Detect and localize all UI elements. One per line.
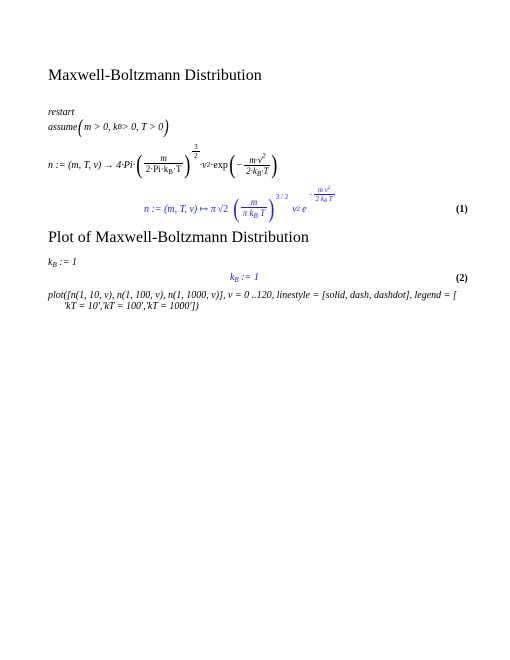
kb-assignment-input[interactable] — [48, 257, 77, 269]
exp-den-b: ·T — [261, 166, 269, 176]
exp-den-a: 2·k — [246, 166, 257, 176]
coeff-denominator — [144, 163, 184, 177]
output-coeff-den — [241, 207, 267, 221]
exponent-fraction — [192, 143, 200, 160]
output-den-a: π k — [242, 208, 254, 218]
exp-minus: − — [236, 159, 243, 171]
exp-num-text: m·v — [249, 155, 262, 165]
exp-num-sup: 2 — [261, 152, 266, 160]
output-lhs: n := (m, T, v) ↦ π — [144, 203, 216, 215]
coeff-den-a: 2·Pi·k — [145, 164, 169, 174]
assume-keyword: assume — [48, 121, 78, 133]
output-coeff-fraction — [241, 197, 267, 221]
output-exp-den — [314, 194, 335, 206]
exp-close-paren: ) — [271, 150, 278, 179]
exponent-denominator: 2 — [194, 151, 198, 160]
section-title-1: Maxwell-Boltzmann Distribution — [48, 67, 262, 84]
coeff-numerator: m — [160, 153, 167, 163]
definition-lhs: n := (m, T, v) → 4·Pi· — [48, 159, 136, 171]
exp-open-paren: ( — [229, 150, 236, 179]
assume-args-a: m > 0, k — [84, 121, 118, 133]
output-den-b: T — [257, 208, 266, 218]
exp-denominator — [244, 165, 270, 179]
exp-den-sub: B — [256, 170, 262, 178]
coeff-den-b: ·T — [172, 164, 182, 174]
plot-command-line-2: 'kT = 10','kT = 100','kT = 1000']) — [64, 301, 199, 312]
assume-sub: B — [117, 123, 122, 131]
output-coeff-num: m — [250, 197, 258, 207]
kb-output-sub: B — [234, 276, 239, 284]
coeff-den-sub: B — [168, 168, 173, 176]
close-paren-big: ) — [184, 150, 191, 179]
equation-label-2: (2) — [456, 273, 468, 284]
output-exp-fraction — [314, 185, 335, 206]
output-exp-den-a: 2 k — [315, 194, 324, 203]
plot-command-line-1: plot([n(1, 10, v), n(1, 100, v), n(1, 1000, v)], v = 0 ..120, linestyle = [solid, dash, dashdot], legend = [ — [48, 290, 457, 301]
section-title-2: Plot of Maxwell-Boltzmann Distribution — [48, 229, 309, 246]
output-exp-num-sup: 2 — [327, 185, 331, 191]
open-paren-big: ( — [136, 150, 143, 179]
v-term: ·v — [199, 159, 207, 171]
kb-assignment-output — [230, 272, 259, 284]
output-sqrt: √2 — [217, 203, 229, 215]
kb-input-rest: := 1 — [56, 257, 77, 268]
kb-output-rest: := 1 — [238, 272, 259, 283]
output-exp-num-text: m v — [317, 185, 328, 194]
exp-function: ·exp — [210, 159, 228, 171]
kb-input-sub: B — [52, 261, 57, 269]
output-e: e — [302, 203, 307, 215]
assume-args-b: > 0, T > 0 — [121, 121, 164, 133]
coeff-fraction — [144, 153, 184, 177]
v-sup: 2 — [206, 161, 211, 169]
assume-command[interactable] — [48, 117, 170, 137]
kb-input-k: k — [48, 257, 53, 268]
output-den-sub: B — [253, 212, 258, 220]
open-paren: ( — [78, 116, 84, 138]
plot-command[interactable] — [48, 290, 488, 312]
output-exp-minus: − — [308, 191, 313, 199]
exponent-numerator: 3 — [194, 142, 198, 151]
close-paren: ) — [164, 116, 169, 138]
output-exp-den-sub: B — [323, 198, 327, 204]
output-close-paren: ) — [268, 194, 275, 223]
output-exponent: 3 / 2 — [275, 193, 289, 201]
output-v-sup: 2 — [296, 205, 301, 213]
kb-output-k: k — [230, 272, 235, 283]
maxwell-definition-input[interactable] — [48, 142, 279, 183]
restart-command[interactable]: restart — [48, 107, 75, 118]
output-exp-den-b: T — [327, 194, 333, 203]
output-exp-num — [316, 185, 332, 194]
output-open-paren: ( — [233, 194, 240, 223]
exp-numerator — [247, 151, 267, 165]
equation-label-1: (1) — [456, 204, 468, 215]
exp-fraction — [244, 151, 270, 179]
output-exponential — [309, 185, 335, 206]
output-v: v — [292, 203, 297, 215]
maxwell-definition-output — [144, 185, 335, 228]
